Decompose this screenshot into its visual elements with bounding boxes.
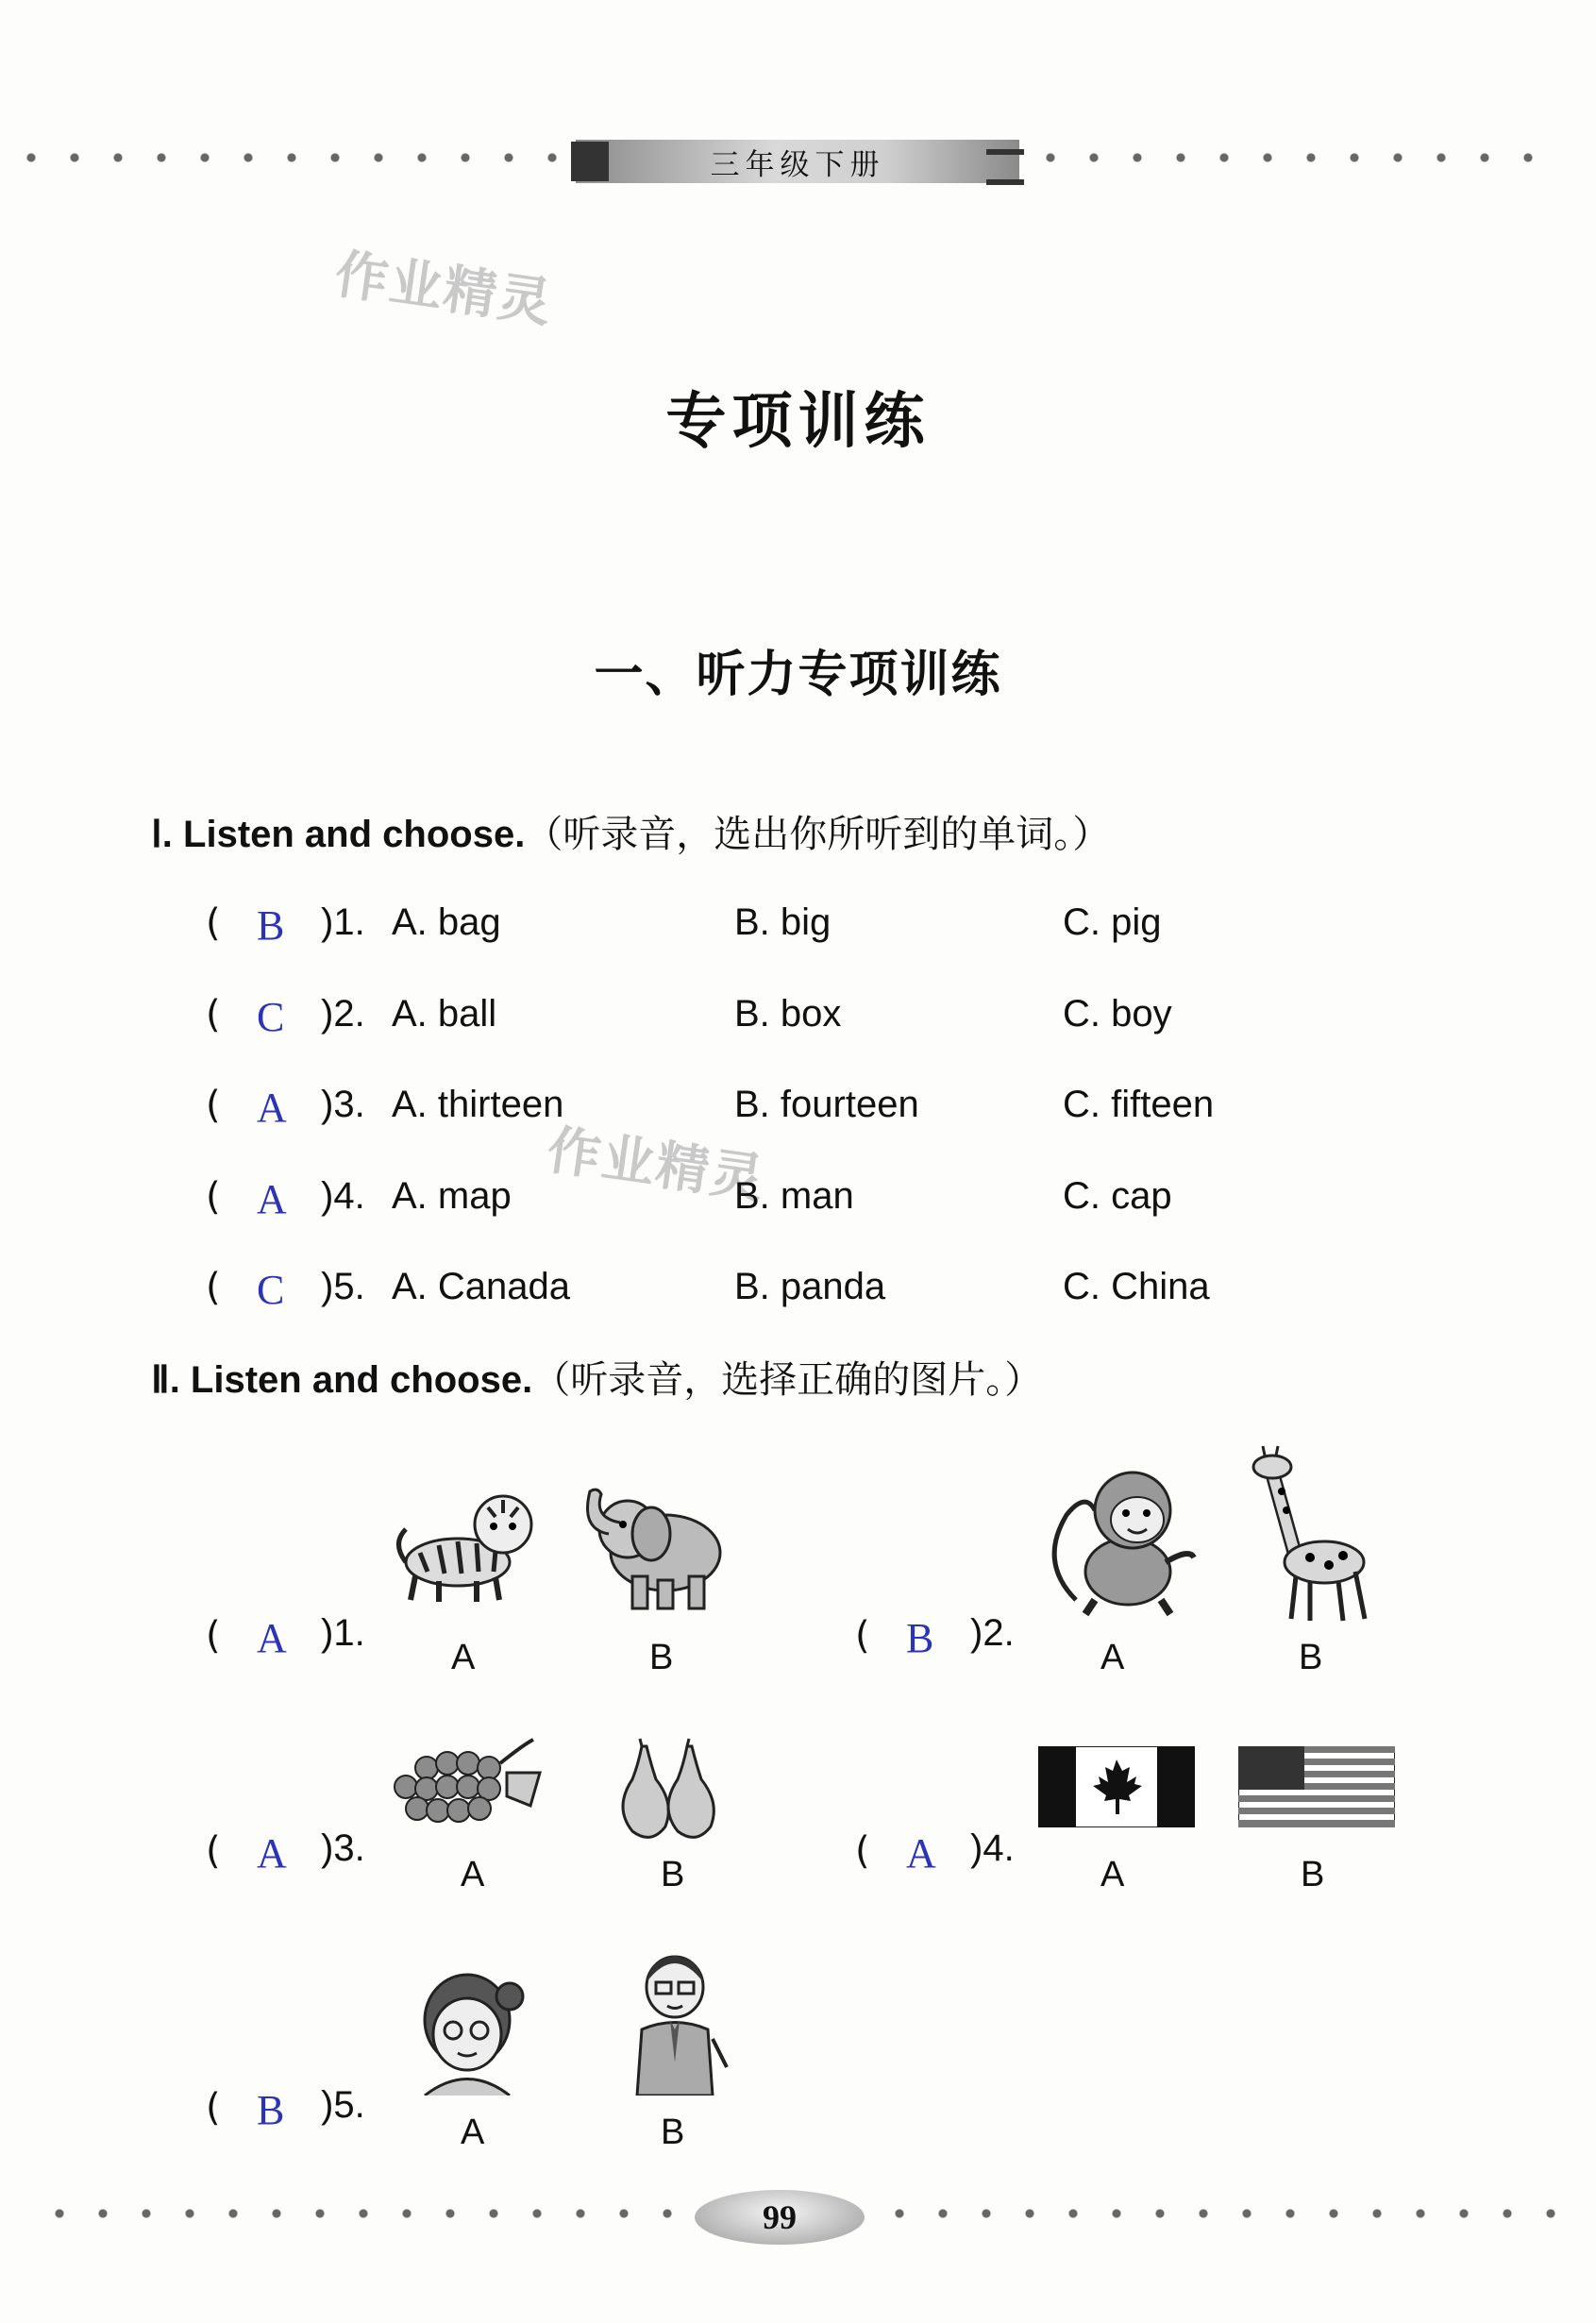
paren: ( [206,1266,221,1309]
answer: A [257,1085,287,1131]
grade-banner [576,140,1019,183]
option-c: C. pig [1063,901,1162,943]
grandmother-picture [415,1968,529,2096]
page-title: 专项训练 [665,387,931,457]
paren: ( [206,993,221,1036]
part1-numeral: Ⅰ [151,814,162,855]
part2-answer-4: A [906,1830,936,1877]
option-a: A. ball [392,993,497,1035]
option-b: B. box [734,993,842,1035]
paren: ( [206,1614,221,1658]
label-a: A [461,2113,485,2152]
label-a: A [461,1855,485,1894]
monkey-picture [1038,1458,1203,1619]
grade-label: 三年级下册 [710,147,885,182]
part2-numeral: Ⅱ [151,1359,170,1401]
option-c: C. China [1063,1266,1210,1307]
question-number: )4. [321,1175,365,1217]
question-number: )1. [321,901,365,943]
option-c: C. cap [1063,1175,1172,1217]
part1-heading-cn: （听录音，选出你所听到的单词。） [525,813,1111,856]
paren: ( [206,1829,221,1873]
question-number: )5. [321,1266,365,1307]
canada-flag-picture [1038,1746,1195,1827]
answer: A [257,1176,287,1222]
part1-heading [151,804,1110,858]
part2-question-number-5: )5. [321,2084,365,2126]
tiger-picture [392,1487,543,1605]
answer: C [257,1267,285,1313]
paren: ( [206,1084,221,1127]
option-a: A. bag [392,901,501,943]
label-a: A [451,1638,476,1677]
header-dots-right [1029,153,1557,162]
label-b: B [649,1638,674,1677]
banner-left-ornament [571,142,609,181]
part1-heading-en: . Listen and choose. [161,814,526,855]
label-b: B [1301,1855,1325,1894]
option-b: B. big [734,901,832,943]
label-b: B [661,2113,685,2152]
option-a: A. map [392,1175,512,1217]
option-c: C. boy [1063,993,1172,1035]
label-b: B [1299,1638,1323,1677]
header-dots-left [9,153,557,162]
part2-question-number-3: )3. [321,1827,365,1869]
paren: ( [206,1175,221,1219]
answer: C [257,994,285,1040]
part2-heading-en: . Listen and choose. [169,1359,533,1401]
paren: ( [855,1614,870,1658]
question-number: )2. [321,993,365,1035]
part2-heading [151,1350,1042,1404]
watermark-top: 作业精灵 [330,244,557,335]
part2-question-number-2: )2. [970,1612,1015,1654]
part2-heading-cn: （听录音，选择正确的图片。） [532,1358,1043,1402]
label-a: A [1100,1855,1125,1894]
banner-right-ornament [986,149,1024,185]
option-b: B. panda [734,1266,886,1307]
answer: B [257,902,285,949]
label-a: A [1100,1638,1125,1677]
part2-question-number-1: )1. [321,1612,365,1654]
option-a: A. Canada [392,1266,571,1307]
option-a: A. thirteen [392,1084,564,1125]
giraffe-picture [1244,1444,1386,1624]
page-number: 99 [763,2198,797,2236]
label-b: B [661,1855,685,1894]
option-b: B. man [734,1175,854,1217]
pears-picture [613,1737,727,1841]
footer-dots-right [878,2209,1557,2218]
footer-dots-left [38,2209,680,2218]
part2-answer-5: B [257,2087,285,2133]
question-number: )3. [321,1084,365,1125]
watermark-middle: 作业精灵 [543,1119,769,1211]
part2-answer-3: A [257,1830,287,1877]
part2-question-number-4: )4. [970,1827,1015,1869]
grapes-picture [389,1735,549,1839]
paren: ( [206,2086,221,2129]
teacher-picture [628,1954,731,2096]
option-c: C. fifteen [1063,1084,1215,1125]
page-number-badge [695,2190,865,2245]
option-b: B. fourteen [734,1084,919,1125]
usa-flag-picture [1238,1746,1395,1827]
section-title: 一、听力专项训练 [594,647,1002,703]
part2-answer-2: B [906,1615,934,1661]
paren: ( [206,901,221,945]
elephant-picture [580,1482,741,1614]
paren: ( [855,1829,870,1873]
part2-answer-1: A [257,1615,287,1661]
